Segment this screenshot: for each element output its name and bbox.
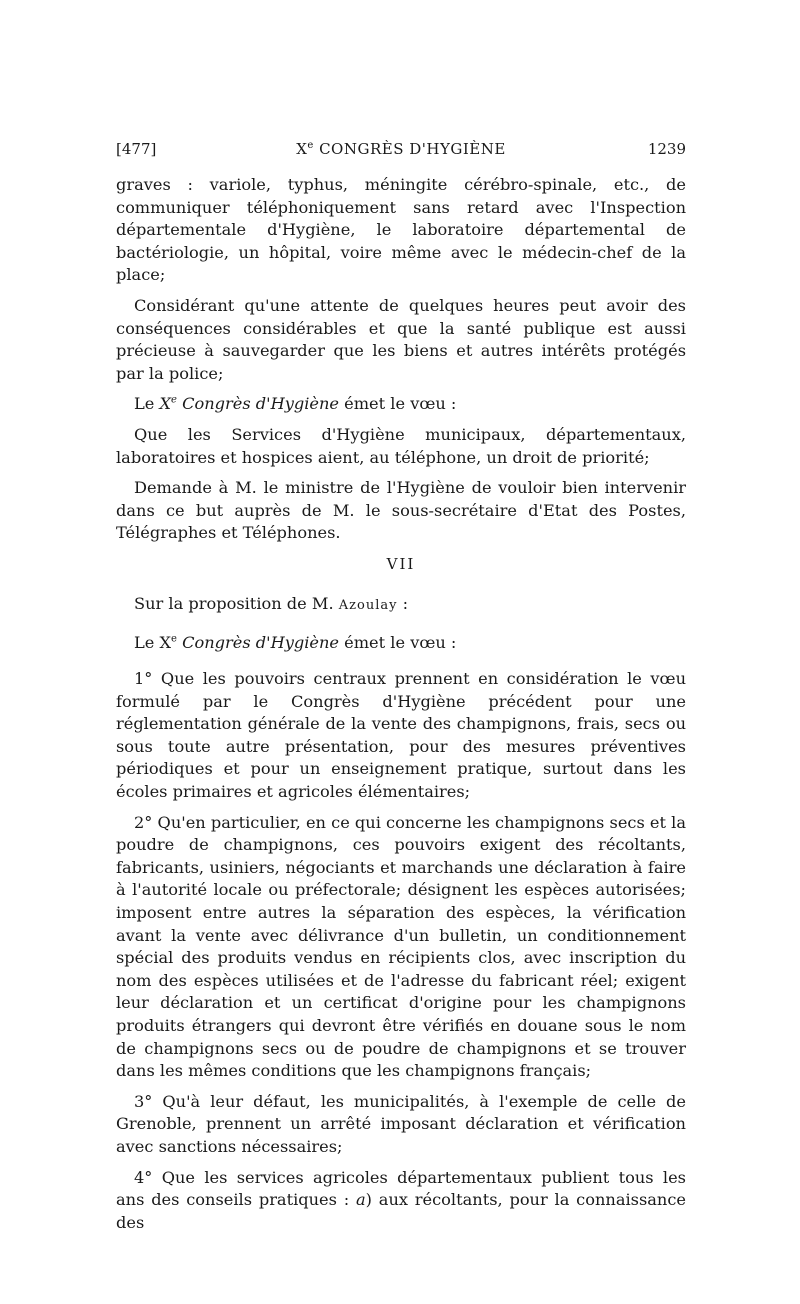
running-title-sup: e [307,140,314,151]
paragraph-2: Considérant qu'une attente de quelques heures peut avoir des conséquences considérables et que la santé publique est aussi précieuse à sauvegarder que les biens et autres intérêts protégés par la police; [116,295,686,383]
p7-congress: Congrès d'Hygiène [176,632,339,652]
p7-sup: e [171,633,177,645]
p6-lead: Sur la proposition de M. [134,593,339,613]
running-title-roman: X [296,140,308,158]
paragraph-1: graves : variole, typhus, méningite cérébro-spinale, etc., de communiquer téléphoniquement sans retard avec l'Inspection départementale d'Hygiène, le laboratoire départemental de bactériologie, un hôpital, voire même avec le médecin-chef de la place; [116,175,686,285]
page-number: 1239 [647,140,686,158]
paragraph-3 [116,393,686,416]
paragraph-10: 3° Qu'à leur défaut, les municipalités, à l'exemple de celle de Grenoble, prennent un arrêté imposant déclaration et vérification avec sanctions nécessaires; [116,1091,686,1156]
paragraph-8: 1° Que les pouvoirs centraux prennent en considération le vœu formulé par le Congrès d'Hygiène précédent pour une réglementation générale de la vente des champignons, frais, secs ou sous toute autre présentation, pour des mesures préventives périodiques et pour un enseignement pratique, surtout dans les écoles primaires et agricoles élémentaires; [116,669,686,802]
p11-lead: 4° Que les services agricoles départementaux publient tous les ans des conseils pratiques : [116,1167,686,1210]
page-reference: [477] [116,140,157,158]
p3-lead: Le [134,394,160,414]
paragraph-5: Demande à M. le ministre de l'Hygiène de vouloir bien intervenir dans ce but auprès de M. le sous-secrétaire d'Etat des Postes, Télégraphes et Téléphones. [116,478,686,543]
paragraph-6 [116,593,686,618]
p11-ital: a [356,1190,366,1210]
paragraph-7 [116,632,686,655]
p7-tail: émet le vœu : [338,632,457,652]
page [116,138,686,1242]
p3-tail: émet le vœu : [338,394,457,414]
p11-tail: ) aux récoltants, pour la connaissance des [116,1190,686,1232]
p6-tail: : [397,593,409,613]
p6-name: Azoulay [338,597,398,613]
running-head [116,138,686,160]
p7-x: X [159,632,172,652]
section-number: VII [386,554,416,573]
p3-congress: Congrès d'Hygiène [176,394,339,414]
paragraph-11 [116,1167,686,1235]
body-text [116,174,686,1234]
p3-x: X [159,394,172,414]
p7-lead: Le [134,632,160,652]
p3-sup: e [171,394,177,406]
running-title [116,138,686,160]
running-title-rest: CONGRÈS D'HYGIÈNE [313,140,506,158]
paragraph-4: Que les Services d'Hygiène municipaux, départementaux, laboratoires et hospices aient, au téléphone, un droit de priorité; [116,424,686,467]
paragraph-9: 2° Qu'en particulier, en ce qui concerne les champignons secs et la poudre de champignons, ces pouvoirs exigent des récoltants, fabricants, usiniers, négociants et marchands une déclaration à faire à l'autorité locale ou préfectorale; désignent les espèces autorisées; imposent entre autres la séparation des espèces, la vérification avant la vente avec délivrance d'un bulletin, un conditionnement spécial des produits vendus en récipients clos, avec inscription du nom des espèces utilisées et de l'adresse du fabricant réel; exigent leur déclaration et un certificat d'origine pour les champignons produits étrangers qui devront être vérifiés en douane sous le nom de champignons secs ou de poudre de champignons et se trouver dans les mêmes conditions que les champignons français; [116,812,686,1081]
